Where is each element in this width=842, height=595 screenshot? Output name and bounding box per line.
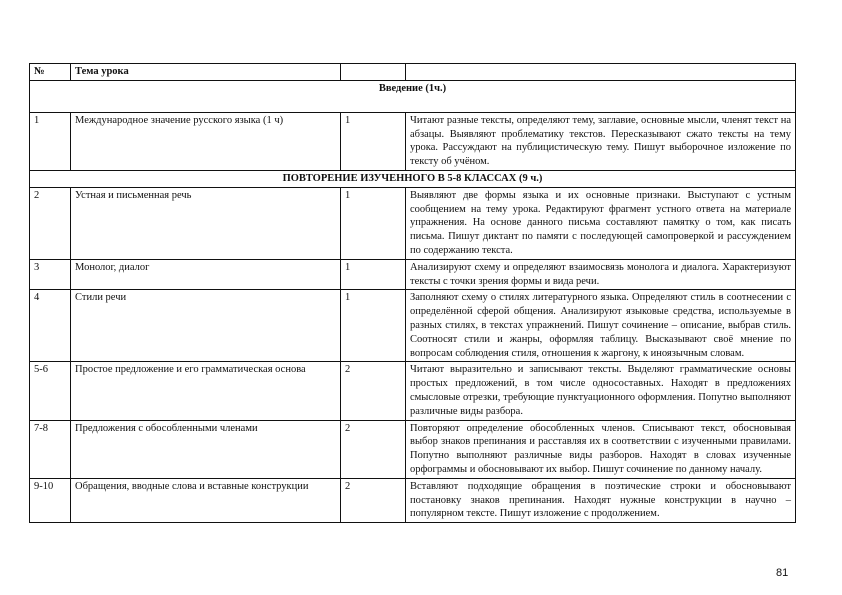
- row-activity: Повторяют определение обособленных членов. Списывают текст, обосновывая выбор знаков препинания и расставляя их в соответствии с изученными правилами. Попутно выполняют различные виды разборов. Находят в словах изученные орфограммы и обосновывают их выбор. Пишут сочинение по данному началу.: [406, 420, 796, 478]
- row-topic: Предложения с обособленными членами: [71, 420, 341, 478]
- row-hours: 2: [341, 478, 406, 522]
- table-row: [30, 420, 796, 478]
- table-row: [30, 478, 796, 522]
- row-num: 7-8: [30, 420, 71, 478]
- row-num: 5-6: [30, 362, 71, 420]
- page-number: 81: [776, 567, 789, 579]
- table-row: [30, 290, 796, 362]
- section-intro-title: Введение (1ч.): [30, 80, 796, 112]
- row-topic: Международное значение русского языка (1 ч): [71, 112, 341, 170]
- row-num: 3: [30, 259, 71, 290]
- row-activity: Вставляют подходящие обращения в поэтические строки и обосновывают постановку знаков препинания. Находят нужные конструкции в научно – популярном тексте. Пишут изложение с продолжением.: [406, 478, 796, 522]
- table-row: [30, 259, 796, 290]
- table-row: [30, 362, 796, 420]
- table-row: [30, 187, 796, 259]
- row-hours: 2: [341, 420, 406, 478]
- section-repeat-title: ПОВТОРЕНИЕ ИЗУЧЕННОГО В 5-8 КЛАССАХ (9 ч.): [30, 170, 796, 187]
- lesson-plan-table: [29, 63, 796, 523]
- row-hours: 1: [341, 259, 406, 290]
- header-activity: [406, 64, 796, 81]
- row-activity: Анализируют схему и определяют взаимосвязь монолога и диалога. Характеризуют тексты с точки зрения формы и вида речи.: [406, 259, 796, 290]
- row-topic: Устная и письменная речь: [71, 187, 341, 259]
- row-num: 2: [30, 187, 71, 259]
- header-topic: Тема урока: [71, 64, 341, 81]
- row-hours: 1: [341, 112, 406, 170]
- row-activity: Заполняют схему о стилях литературного языка. Определяют стиль в соотнесении с определённой сферой общения. Анализируют языковые средства, используемые в разных стилях, в текстах упражнений. Пишут сочинение – описание, выбрав стиль. Соотносят стили и жанры, оформляя таблицу. Высказывают своё мнение по вопросам соблюдения стиля, отношения к жаргону, к иноязычным словам.: [406, 290, 796, 362]
- header-hours: [341, 64, 406, 81]
- row-activity: Выявляют две формы языка и их основные признаки. Выступают с устным сообщением на тему урока. Редактируют фрагмент устного ответа на материале упражнения. На основе данного письма составляют памятку о том, как писать письма. Пишут диктант по памяти с последующей самопроверкой и рассуждением по содержанию текста.: [406, 187, 796, 259]
- row-activity: Читают разные тексты, определяют тему, заглавие, основные мысли, членят текст на абзацы. Выявляют проблематику текстов. Пересказывают сжато тексты на тему урока. Рассуждают на публицистическую тему. Пишут выборочное изложение по тексту об учёном.: [406, 112, 796, 170]
- header-num: №: [30, 64, 71, 81]
- row-topic: Монолог, диалог: [71, 259, 341, 290]
- table-row: [30, 112, 796, 170]
- row-topic: Стили речи: [71, 290, 341, 362]
- row-num: 1: [30, 112, 71, 170]
- row-num: 9-10: [30, 478, 71, 522]
- row-hours: 1: [341, 290, 406, 362]
- table-header-row: [30, 64, 796, 81]
- row-topic: Обращения, вводные слова и вставные конструкции: [71, 478, 341, 522]
- section-row-repeat: [30, 170, 796, 187]
- row-hours: 2: [341, 362, 406, 420]
- row-activity: Читают выразительно и записывают тексты. Выделяют грамматические основы простых предложений, в том числе односоставных. Находят в предложениях смысловые отрезки, требующие пунктуационного оформления. Попутно выполняют различные виды разбора.: [406, 362, 796, 420]
- row-num: 4: [30, 290, 71, 362]
- section-row-intro: [30, 80, 796, 112]
- row-topic: Простое предложение и его грамматическая основа: [71, 362, 341, 420]
- row-hours: 1: [341, 187, 406, 259]
